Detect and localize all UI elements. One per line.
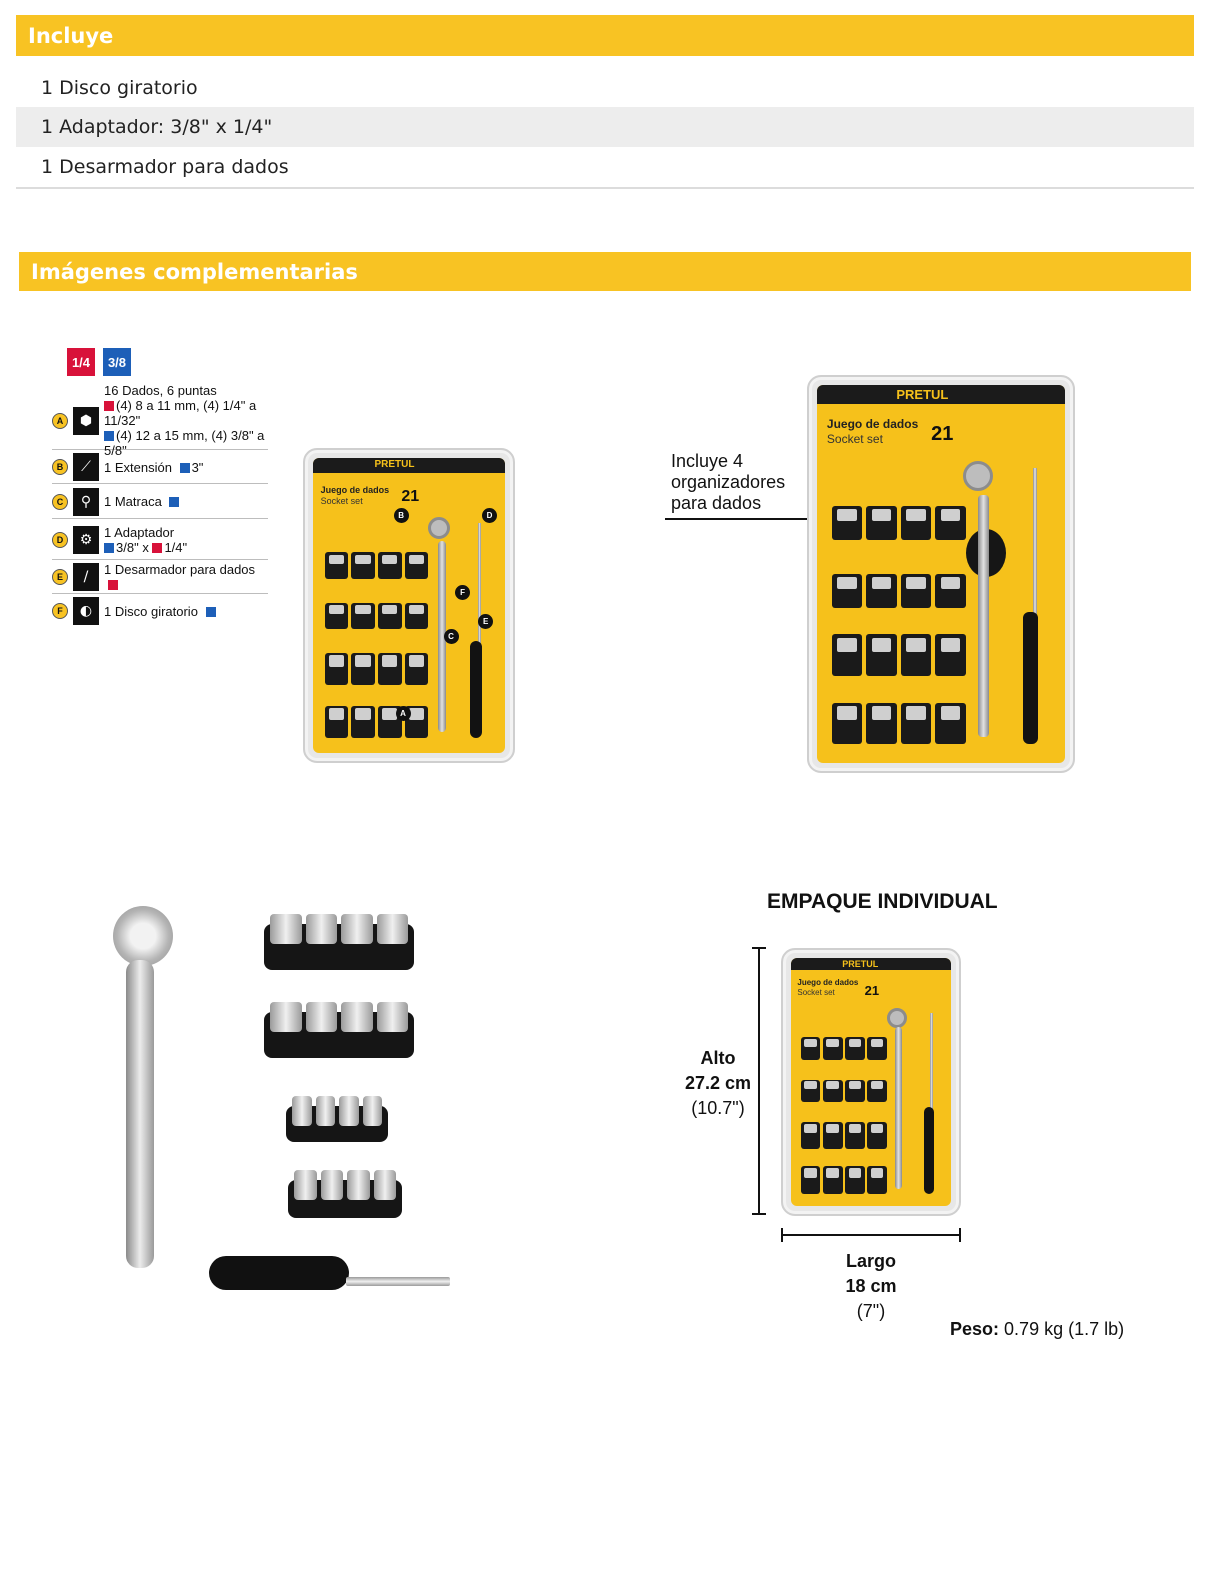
package-title: Juego de dados bbox=[826, 417, 919, 432]
legend-letter: C bbox=[52, 494, 68, 510]
blue-square-icon bbox=[180, 463, 190, 473]
legend-letter: D bbox=[52, 532, 68, 548]
legend-row-disk bbox=[52, 595, 268, 627]
blue-square-icon bbox=[104, 543, 114, 553]
quarter-inch-badge: 1/4 bbox=[67, 348, 95, 376]
legend-letter: A bbox=[52, 413, 68, 429]
red-square-icon bbox=[108, 580, 118, 590]
legend-label: 1 Disco giratorio bbox=[104, 603, 198, 619]
socket-organizer bbox=[288, 1180, 402, 1218]
legend-label: 1 Desarmador para dados bbox=[104, 562, 256, 577]
legend-detail: (4) 12 a 15 mm, (4) 3/8" a 5/8" bbox=[104, 428, 265, 458]
height-dimension-line bbox=[758, 947, 760, 1215]
blue-square-icon bbox=[169, 497, 179, 507]
extension-icon: ⟋ bbox=[73, 453, 99, 481]
list-item-text: 1 Disco giratorio bbox=[41, 77, 198, 99]
screwdriver-handle bbox=[209, 1256, 349, 1290]
legend-detail: (4) 8 a 11 mm, (4) 1/4" a 11/32" bbox=[104, 398, 257, 428]
red-square-icon bbox=[152, 543, 162, 553]
list-item bbox=[16, 68, 1194, 108]
weight-text: Peso: 0.79 kg (1.7 lb) bbox=[950, 1319, 1125, 1339]
legend-label: 1 Matraca bbox=[104, 494, 162, 509]
pieces-number: 21 bbox=[401, 487, 420, 505]
width-dimension-line bbox=[781, 1234, 961, 1236]
package-subtitle: Socket set bbox=[797, 987, 835, 997]
adapter-icon: ⚙ bbox=[73, 526, 99, 554]
disk-icon: ◐ bbox=[73, 597, 99, 625]
socket-organizer bbox=[264, 924, 414, 970]
blue-square-icon bbox=[104, 431, 114, 441]
legend-row-screwdriver bbox=[52, 561, 268, 594]
socket-organizer bbox=[264, 1012, 414, 1058]
package-image-labeled: PRETUL Juego de dados Socket set 21 B D F C E A bbox=[303, 448, 515, 763]
divider bbox=[16, 187, 1194, 189]
legend-row-adapter: D ⚙ 1 Adaptador 3/8" x 1/4" bbox=[52, 520, 268, 560]
ratchet-icon: ⚲ bbox=[73, 488, 99, 516]
three-eighths-badge: 3/8 bbox=[103, 348, 131, 376]
ratchet-head bbox=[113, 906, 173, 966]
legend-label: 16 Dados, 6 puntas bbox=[104, 383, 217, 398]
pieces-number: 21 bbox=[864, 982, 880, 998]
legend-letter: E bbox=[52, 569, 68, 585]
legend-label: 1 Adaptador bbox=[104, 524, 175, 540]
package-image-large bbox=[807, 375, 1075, 773]
section-title: Imágenes complementarias bbox=[31, 259, 358, 284]
brand-logo: PRETUL bbox=[896, 386, 949, 402]
largo-dimension: Largo 18 cm (7") bbox=[845, 1251, 897, 1321]
screwdriver-icon: / bbox=[73, 563, 99, 591]
list-item bbox=[16, 107, 1194, 147]
package-subtitle: Socket set bbox=[826, 432, 883, 447]
list-item-text: 1 Desarmador para dados bbox=[41, 156, 289, 178]
pieces-number: 21 bbox=[931, 422, 954, 445]
legend-label: 1 Extensión bbox=[104, 459, 172, 475]
brand-logo: PRETUL bbox=[374, 459, 415, 471]
socket-icon: ⬢ bbox=[73, 407, 99, 435]
legend-detail: 3" bbox=[191, 459, 204, 475]
section-header-incluye bbox=[16, 15, 1194, 56]
socket-organizer bbox=[286, 1106, 388, 1142]
callout-text: Incluye 4 organizadores para dados bbox=[671, 451, 786, 513]
section-header-imagenes bbox=[19, 252, 1191, 291]
contents-legend bbox=[52, 348, 268, 628]
package-title: Juego de dados bbox=[320, 484, 390, 495]
list-item bbox=[16, 147, 1194, 187]
dimension-tick bbox=[959, 1228, 961, 1242]
dimension-tick bbox=[752, 1213, 766, 1215]
alto-dimension: Alto 27.2 cm (10.7") bbox=[684, 1048, 752, 1118]
blue-square-icon bbox=[206, 607, 216, 617]
brand-logo: PRETUL bbox=[842, 959, 879, 970]
red-square-icon bbox=[104, 401, 114, 411]
empaque-title: EMPAQUE INDIVIDUAL bbox=[767, 890, 998, 913]
legend-letter: F bbox=[52, 603, 68, 619]
ratchet-handle bbox=[126, 960, 154, 1268]
package-subtitle: Socket set bbox=[320, 496, 363, 507]
legend-row-sockets bbox=[52, 383, 268, 458]
screwdriver-shaft bbox=[346, 1277, 450, 1286]
package-title: Juego de dados bbox=[797, 977, 859, 987]
package-image-small bbox=[781, 948, 961, 1216]
legend-row-extension bbox=[52, 451, 268, 484]
section-title: Incluye bbox=[28, 23, 114, 48]
list-item-text: 1 Adaptador: 3/8" x 1/4" bbox=[41, 116, 273, 138]
legend-row-ratchet bbox=[52, 485, 268, 519]
legend-letter: B bbox=[52, 459, 68, 475]
